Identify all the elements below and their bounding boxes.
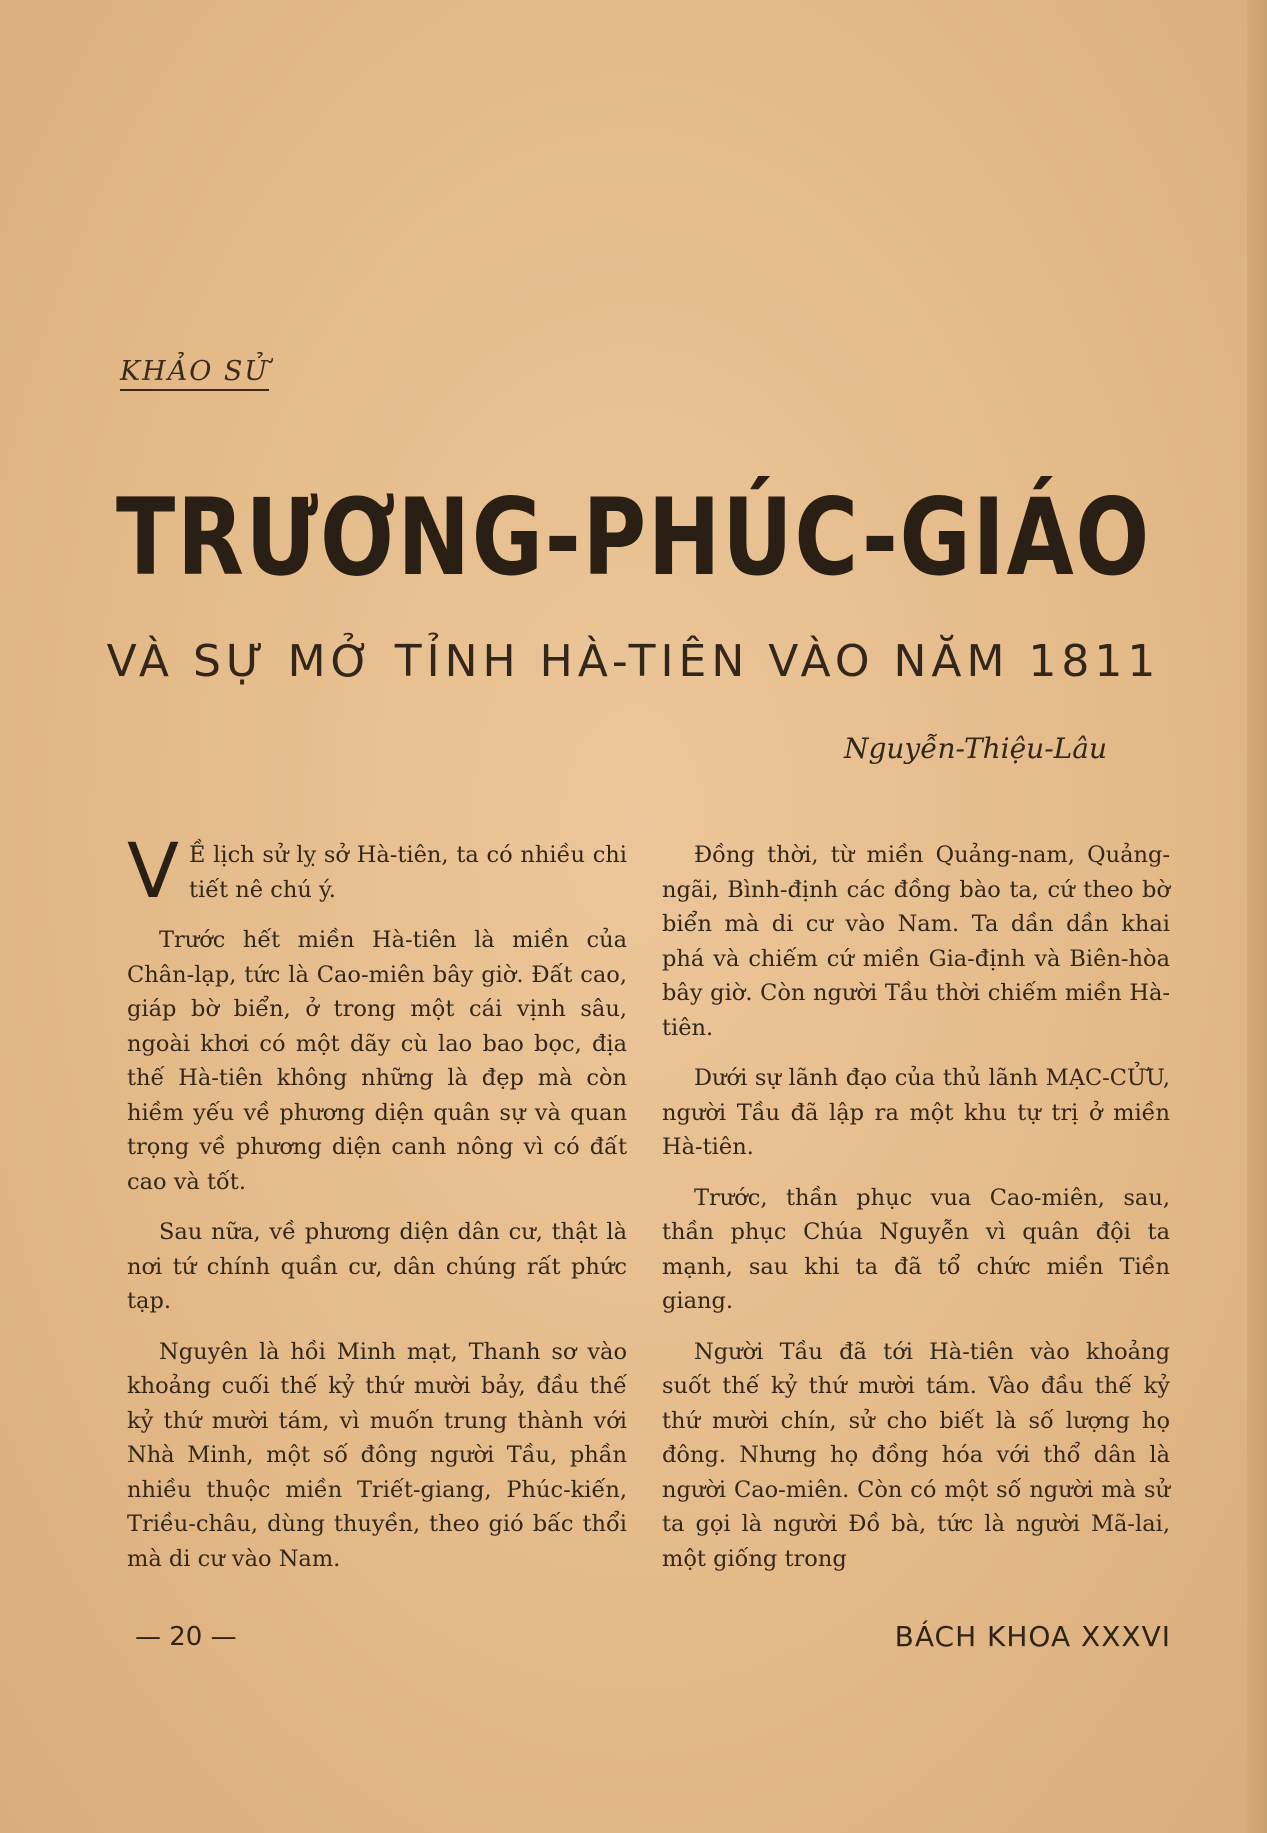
page-edge [1247, 0, 1267, 1833]
paragraph: Sau nữa, về phương diện dân cư, thật là nơi tứ chính quần cư, dân chúng rất phức tạp. [127, 1219, 627, 1314]
paragraph: Người Tầu đã tới Hà-tiên vào khoảng suốt thế kỷ thứ mười tám. Vào đầu thế kỷ thứ mười chín, sử cho biết là số lượng họ đông. Nhưng họ đồng hóa với thổ dân là người Cao-miên. Còn có một số người mà sử ta gọi là người Đồ bà, tức là người Mã-lai, một giống trong [662, 1338, 1170, 1572]
page-number: — 20 — [135, 1622, 237, 1652]
paragraph: Trước, thần phục vua Cao-miên, sau, thần phục Chúa Nguyễn vì quân đội ta mạnh, sau khi ta đã tổ chức miền Tiền giang. [662, 1184, 1170, 1314]
left-column [127, 826, 627, 1592]
paragraph: Dưới sự lãnh đạo của thủ lãnh MẠC-CỬU, người Tầu đã lập ra một khu tự trị ở miền Hà-tiên. [662, 1065, 1170, 1160]
right-column [662, 838, 1170, 1592]
drop-cap: V [127, 826, 179, 915]
magazine-name: BÁCH KHOA XXXVI [894, 1620, 1171, 1653]
paragraph: Nguyên là hồi Minh mạt, Thanh sơ vào khoảng cuối thế kỷ thứ mười bảy, đầu thế kỷ thứ mười tám, vì muốn trung thành với Nhà Minh, một số đông người Tầu, phần nhiều thuộc miền Triết-giang, Phúc-kiến, Triều-châu, dùng thuyền, theo gió bấc thổi mà di cư vào Nam. [127, 1338, 627, 1572]
paragraph: Trước hết miền Hà-tiên là miền của Chân-lạp, tức là Cao-miên bây giờ. Đất cao, giáp bờ biển, ở trong một cái vịnh sâu, ngoài khơi có một dãy cù lao bao bọc, địa thế Hà-tiên không những là đẹp mà còn hiềm yếu về phương diện quân sự và quan trọng về phương diện canh nông vì có đất cao và tốt. [127, 927, 627, 1195]
paragraph: Đồng thời, từ miền Quảng-nam, Quảng-ngãi, Bình-định các đồng bào ta, cứ theo bờ biển mà di cư vào Nam. Ta dần dần khai phá và chiếm cứ miền Gia-định và Biên-hòa bây giờ. Còn người Tầu thời chiếm miền Hà-tiên. [662, 842, 1170, 1041]
article-title: TRƯƠNG-PHÚC-GIÁO [116, 476, 1151, 599]
paragraph-text: Ề lịch sử lỵ sở Hà-tiên, ta có nhiều chi tiết nê chú ý. [189, 842, 627, 903]
paragraph [127, 826, 627, 915]
article-subtitle: VÀ SỰ MỞ TỈNH HÀ-TIÊN VÀO NĂM 1811 [106, 636, 1161, 687]
article-author: Nguyễn-Thiệu-Lâu [843, 732, 1107, 765]
section-label: KHẢO SỬ [120, 356, 269, 391]
